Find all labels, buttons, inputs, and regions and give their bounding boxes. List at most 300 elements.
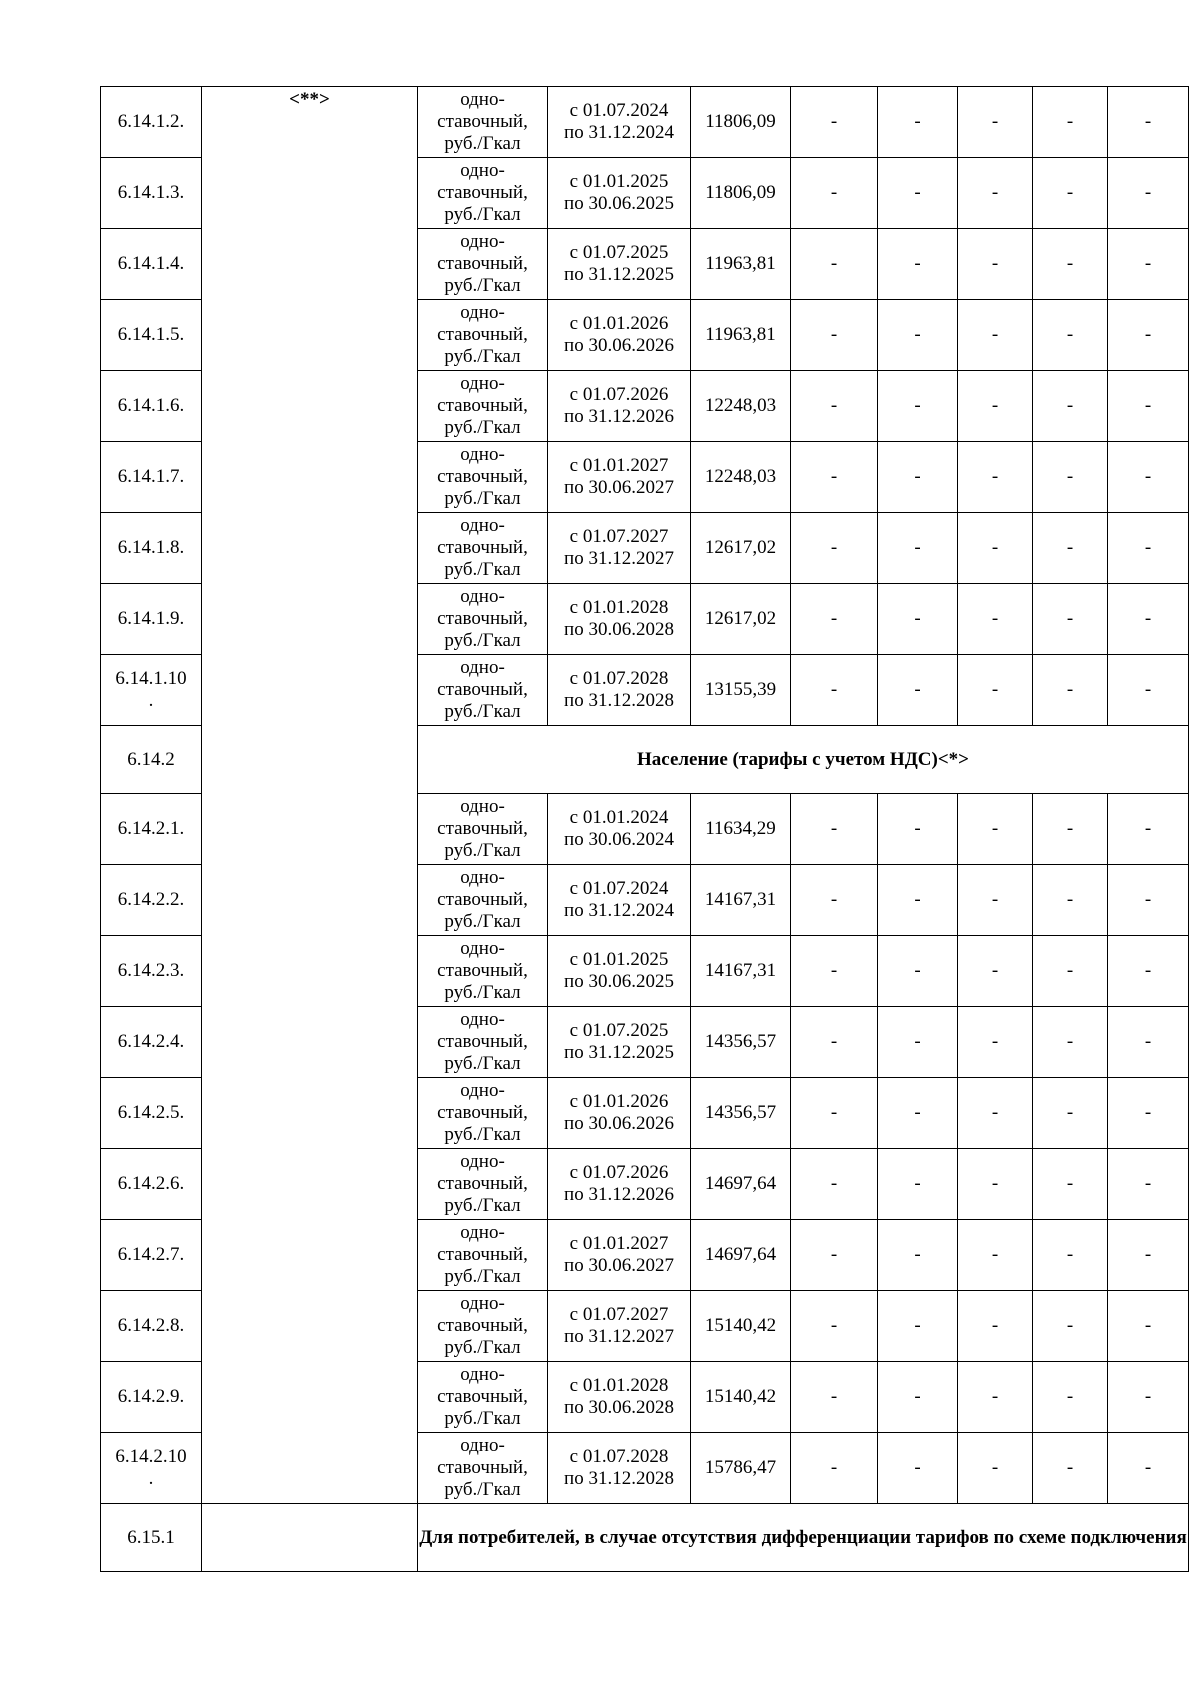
section-number: 6.14.2 (127, 748, 175, 770)
tariff-type-line: ставочный, (437, 608, 528, 629)
dash-value: - (830, 1457, 838, 1478)
period-to: по 30.06.2028 (564, 1397, 674, 1418)
period-cell (548, 936, 691, 1007)
dash-value: - (914, 960, 921, 981)
tariff-value-cell (691, 158, 791, 229)
dash-value: - (830, 1386, 838, 1407)
tariff-type-line: одно- (460, 373, 505, 394)
dash-cell (1108, 87, 1189, 158)
dash-cell (878, 1220, 958, 1291)
period-to: по 30.06.2027 (564, 477, 674, 498)
tariff-value: 14167,31 (704, 889, 777, 910)
dash-cell (958, 584, 1033, 655)
dash-cell (1108, 300, 1189, 371)
dash-cell (1033, 584, 1108, 655)
dash-value: - (991, 818, 999, 839)
tariff-type-line: одно- (460, 444, 505, 465)
dash-cell (1108, 1149, 1189, 1220)
tariff-type-line: одно- (460, 302, 505, 323)
dash-value: - (1066, 537, 1074, 558)
dash-value: - (914, 608, 921, 629)
dash-value: - (1144, 960, 1152, 981)
tariff-type-line: одно- (460, 657, 505, 678)
dash-cell (878, 158, 958, 229)
dash-cell (791, 442, 878, 513)
row-number-cell (101, 794, 202, 865)
dash-cell (1108, 1291, 1189, 1362)
dash-value: - (914, 466, 921, 487)
dash-cell (1108, 1362, 1189, 1433)
dash-value: - (914, 182, 921, 203)
period-cell (548, 229, 691, 300)
tariff-value: 11634,29 (705, 818, 776, 839)
period-to: по 30.06.2027 (564, 1255, 674, 1276)
period-from: с 01.07.2028 (569, 668, 669, 689)
period-cell (548, 1078, 691, 1149)
dash-cell (791, 158, 878, 229)
row-number-cell (101, 371, 202, 442)
dash-cell (958, 1433, 1033, 1504)
tariff-type-line: одно- (460, 586, 505, 607)
dash-value: - (914, 1457, 921, 1478)
period-cell (548, 865, 691, 936)
dash-cell (1108, 584, 1189, 655)
dash-value: - (1144, 253, 1152, 274)
row-number: 6.14.1.9. (117, 608, 185, 629)
row-number-cell (101, 584, 202, 655)
period-cell (548, 300, 691, 371)
dash-value: - (1066, 818, 1074, 839)
dash-value: - (914, 1031, 921, 1052)
dash-value: - (991, 960, 999, 981)
tariff-type-line: одно- (460, 1222, 505, 1243)
dash-cell (791, 1078, 878, 1149)
tariff-value-cell (691, 1291, 791, 1362)
tariff-value: 14697,64 (704, 1173, 777, 1194)
dash-value: - (830, 395, 838, 416)
tariff-type-line: ставочный, (437, 1315, 528, 1336)
period-cell (548, 158, 691, 229)
row-number: 6.14.1.5. (117, 324, 185, 345)
period-from: с 01.01.2026 (569, 1091, 669, 1112)
dash-value: - (991, 111, 999, 132)
dash-cell (958, 300, 1033, 371)
tariff-type-line: руб./Гкал (444, 840, 521, 861)
dash-value: - (830, 608, 838, 629)
dash-value: - (991, 395, 999, 416)
tariff-type-line: руб./Гкал (444, 559, 521, 580)
dash-cell (878, 1007, 958, 1078)
tariff-value-cell (691, 300, 791, 371)
dash-value: - (991, 182, 999, 203)
dash-cell (791, 655, 878, 726)
dash-value: - (914, 395, 921, 416)
dash-cell (958, 1220, 1033, 1291)
tariff-type-line: одно- (460, 938, 505, 959)
dash-cell (1033, 1007, 1108, 1078)
dash-value: - (914, 253, 921, 274)
row-number: 6.14.2.10 (115, 1446, 187, 1467)
dash-value: - (1066, 960, 1074, 981)
tariff-type-line: руб./Гкал (444, 1053, 521, 1074)
dash-value: - (1144, 679, 1152, 700)
row-number-cont: . (148, 1468, 154, 1489)
tariff-value: 11963,81 (705, 324, 776, 345)
dash-value: - (914, 324, 921, 345)
section-number: 6.15.1 (127, 1526, 175, 1548)
period-to: по 31.12.2024 (564, 122, 674, 143)
dash-value: - (830, 1031, 838, 1052)
dash-value: - (1066, 395, 1074, 416)
dash-value: - (914, 1244, 921, 1265)
period-cell (548, 794, 691, 865)
tariff-value-cell (691, 87, 791, 158)
tariff-type-line: одно- (460, 1151, 505, 1172)
tariff-type-line: руб./Гкал (444, 488, 521, 509)
tariff-type-line: ставочный, (437, 182, 528, 203)
dash-cell (958, 1291, 1033, 1362)
dash-cell (1108, 158, 1189, 229)
tariff-type-line: ставочный, (437, 818, 528, 839)
period-to: по 30.06.2024 (564, 829, 674, 850)
row-number: 6.14.1.2. (117, 111, 185, 132)
row-number: 6.14.2.4. (117, 1031, 185, 1052)
row-number: 6.14.2.6. (117, 1173, 185, 1194)
tariff-type-line: руб./Гкал (444, 701, 521, 722)
tariff-value-cell (691, 229, 791, 300)
tariff-type-line: одно- (460, 1293, 505, 1314)
row-number: 6.14.1.10 (115, 668, 187, 689)
row-number-cell (101, 87, 202, 158)
dash-value: - (1066, 608, 1074, 629)
dash-value: - (1144, 182, 1152, 203)
period-cell (548, 371, 691, 442)
tariff-value-cell (691, 584, 791, 655)
row-number: 6.14.2.7. (117, 1244, 185, 1265)
dash-cell (958, 371, 1033, 442)
tariff-value: 15786,47 (704, 1457, 777, 1478)
row-number-cell (101, 442, 202, 513)
dash-value: - (1144, 537, 1152, 558)
period-cell (548, 87, 691, 158)
dash-value: - (991, 889, 999, 910)
dash-value: - (830, 111, 838, 132)
tariff-type-line: одно- (460, 867, 505, 888)
row-number-cell (101, 936, 202, 1007)
tariff-type-line: руб./Гкал (444, 417, 521, 438)
period-from: с 01.01.2028 (569, 597, 669, 618)
tariff-value: 11806,09 (705, 111, 776, 132)
period-cell (548, 1220, 691, 1291)
dash-cell (958, 513, 1033, 584)
row-number: 6.14.2.3. (117, 960, 185, 981)
tariff-type-cell (418, 1220, 548, 1291)
dash-cell (1033, 229, 1108, 300)
tariff-value: 11806,09 (705, 182, 776, 203)
tariff-type-cell (418, 158, 548, 229)
tariff-type-line: ставочный, (437, 1244, 528, 1265)
period-to: по 31.12.2024 (564, 900, 674, 921)
period-cell (548, 513, 691, 584)
tariff-value-cell (691, 1220, 791, 1291)
period-from: с 01.07.2024 (569, 100, 669, 121)
dash-cell (958, 442, 1033, 513)
period-to: по 31.12.2026 (564, 1184, 674, 1205)
dash-value: - (830, 324, 838, 345)
dash-cell (1108, 936, 1189, 1007)
dash-value: - (991, 324, 999, 345)
row-number-cell (101, 655, 202, 726)
dash-cell (1033, 442, 1108, 513)
dash-value: - (991, 1173, 999, 1194)
dash-cell (1108, 513, 1189, 584)
dash-value: - (991, 466, 999, 487)
tariff-type-line: ставочный, (437, 253, 528, 274)
dash-value: - (1144, 1315, 1152, 1336)
period-to: по 31.12.2025 (564, 1042, 674, 1063)
tariff-type-line: одно- (460, 160, 505, 181)
period-to: по 31.12.2027 (564, 1326, 674, 1347)
dash-value: - (991, 253, 999, 274)
tariff-value-cell (691, 865, 791, 936)
period-cell (548, 584, 691, 655)
dash-cell (1033, 1078, 1108, 1149)
period-cell (548, 1362, 691, 1433)
dash-cell (1033, 865, 1108, 936)
tariff-value-cell (691, 1149, 791, 1220)
tariff-value: 15140,42 (704, 1315, 777, 1336)
organization-note: <**> (289, 89, 330, 110)
tariff-type-line: ставочный, (437, 537, 528, 558)
dash-value: - (830, 818, 838, 839)
dash-value: - (1144, 1244, 1152, 1265)
tariff-type-cell (418, 794, 548, 865)
period-cell (548, 1007, 691, 1078)
period-to: по 30.06.2026 (564, 335, 674, 356)
dash-value: - (914, 1315, 921, 1336)
tariff-value-cell (691, 1007, 791, 1078)
period-from: с 01.07.2025 (569, 1020, 669, 1041)
dash-cell (878, 87, 958, 158)
row-number: 6.14.1.4. (117, 253, 185, 274)
dash-cell (791, 1433, 878, 1504)
dash-cell (878, 300, 958, 371)
period-to: по 31.12.2025 (564, 264, 674, 285)
dash-value: - (991, 1457, 999, 1478)
organization-cell (202, 1504, 418, 1572)
dash-cell (1108, 1433, 1189, 1504)
dash-cell (958, 1078, 1033, 1149)
row-number-cell (101, 1149, 202, 1220)
tariff-type-line: ставочный, (437, 1102, 528, 1123)
period-cell (548, 1149, 691, 1220)
dash-cell (958, 1007, 1033, 1078)
dash-cell (958, 936, 1033, 1007)
dash-cell (958, 1362, 1033, 1433)
tariff-type-cell (418, 442, 548, 513)
period-cell (548, 1291, 691, 1362)
row-number: 6.14.2.2. (117, 889, 185, 910)
section-number-cell (101, 726, 202, 794)
dash-cell (878, 513, 958, 584)
tariff-value: 11963,81 (705, 253, 776, 274)
dash-cell (791, 584, 878, 655)
row-number: 6.14.1.7. (117, 466, 185, 487)
section-title-cell (418, 1504, 1189, 1572)
period-from: с 01.01.2025 (569, 171, 669, 192)
row-number: 6.14.1.3. (117, 182, 185, 203)
row-number: 6.14.1.6. (117, 395, 185, 416)
tariff-type-line: руб./Гкал (444, 1124, 521, 1145)
tariff-table (100, 86, 1189, 1572)
dash-value: - (991, 1244, 999, 1265)
dash-cell (1033, 371, 1108, 442)
tariff-type-line: ставочный, (437, 466, 528, 487)
dash-cell (1108, 229, 1189, 300)
period-to: по 31.12.2027 (564, 548, 674, 569)
row-number-cell (101, 300, 202, 371)
tariff-value: 15140,42 (704, 1386, 777, 1407)
dash-cell (1033, 794, 1108, 865)
dash-cell (1108, 371, 1189, 442)
tariff-type-cell (418, 1078, 548, 1149)
row-number-cell (101, 1007, 202, 1078)
dash-cell (1033, 300, 1108, 371)
tariff-type-line: одно- (460, 796, 505, 817)
row-number: 6.14.2.5. (117, 1102, 185, 1123)
dash-value: - (914, 111, 921, 132)
tariff-type-cell (418, 865, 548, 936)
dash-value: - (1066, 679, 1074, 700)
tariff-type-line: руб./Гкал (444, 630, 521, 651)
dash-value: - (1066, 889, 1074, 910)
period-to: по 31.12.2028 (564, 1468, 674, 1489)
dash-value: - (1144, 1386, 1152, 1407)
tariff-type-line: руб./Гкал (444, 275, 521, 296)
tariff-value-cell (691, 513, 791, 584)
tariff-value-cell (691, 1433, 791, 1504)
period-from: с 01.07.2025 (569, 242, 669, 263)
tariff-type-line: руб./Гкал (444, 204, 521, 225)
tariff-type-line: ставочный, (437, 1457, 528, 1478)
period-from: с 01.07.2027 (569, 1304, 669, 1325)
row-number-cell (101, 513, 202, 584)
tariff-type-cell (418, 1433, 548, 1504)
tariff-type-line: одно- (460, 1435, 505, 1456)
dash-cell (878, 794, 958, 865)
tariff-type-line: одно- (460, 515, 505, 536)
dash-value: - (830, 1315, 838, 1336)
tariff-type-line: руб./Гкал (444, 1408, 521, 1429)
dash-value: - (914, 1173, 921, 1194)
dash-value: - (1066, 182, 1074, 203)
tariff-value: 14356,57 (704, 1031, 777, 1052)
dash-cell (878, 1149, 958, 1220)
row-number: 6.14.2.8. (117, 1315, 185, 1336)
tariff-value-cell (691, 936, 791, 1007)
dash-cell (791, 1220, 878, 1291)
dash-cell (1033, 513, 1108, 584)
tariff-type-cell (418, 229, 548, 300)
dash-cell (878, 1078, 958, 1149)
dash-cell (878, 584, 958, 655)
tariff-type-line: руб./Гкал (444, 1266, 521, 1287)
dash-cell (1108, 655, 1189, 726)
tariff-type-line: одно- (460, 89, 505, 110)
tariff-type-line: ставочный, (437, 1386, 528, 1407)
dash-cell (1108, 794, 1189, 865)
dash-value: - (1066, 1102, 1074, 1123)
dash-cell (791, 300, 878, 371)
tariff-type-line: одно- (460, 1009, 505, 1030)
dash-cell (1108, 442, 1189, 513)
dash-cell (878, 1433, 958, 1504)
tariff-value-cell (691, 794, 791, 865)
tariff-type-line: руб./Гкал (444, 1195, 521, 1216)
tariff-type-line: ставочный, (437, 679, 528, 700)
dash-cell (791, 1362, 878, 1433)
tariff-type-line: руб./Гкал (444, 1479, 521, 1500)
dash-cell (958, 87, 1033, 158)
dash-value: - (1066, 1031, 1074, 1052)
dash-value: - (914, 679, 921, 700)
section-number-cell (101, 1504, 202, 1572)
dash-value: - (1066, 466, 1074, 487)
tariff-type-line: руб./Гкал (444, 346, 521, 367)
dash-value: - (1144, 466, 1152, 487)
dash-value: - (1144, 395, 1152, 416)
tariff-type-cell (418, 300, 548, 371)
dash-value: - (991, 1315, 999, 1336)
period-to: по 31.12.2026 (564, 406, 674, 427)
tariff-type-cell (418, 1007, 548, 1078)
dash-value: - (991, 679, 999, 700)
tariff-type-cell (418, 655, 548, 726)
dash-cell (878, 229, 958, 300)
tariff-type-line: ставочный, (437, 889, 528, 910)
dash-value: - (1066, 1244, 1074, 1265)
dash-cell (791, 936, 878, 1007)
dash-value: - (830, 253, 838, 274)
tariff-value: 14167,31 (704, 960, 777, 981)
dash-cell (791, 513, 878, 584)
period-to: по 30.06.2025 (564, 971, 674, 992)
tariff-type-line: руб./Гкал (444, 982, 521, 1003)
dash-cell (1033, 936, 1108, 1007)
section-title: Для потребителей, в случае отсутствия дифференциации тарифов по схеме подключения (419, 1527, 1187, 1548)
dash-value: - (830, 679, 838, 700)
dash-cell (878, 442, 958, 513)
period-from: с 01.07.2026 (569, 1162, 669, 1183)
dash-cell (791, 371, 878, 442)
dash-cell (958, 794, 1033, 865)
period-from: с 01.01.2026 (569, 313, 669, 334)
dash-value: - (1144, 889, 1152, 910)
dash-value: - (830, 537, 838, 558)
tariff-value: 14356,57 (704, 1102, 777, 1123)
row-number: 6.14.2.1. (117, 818, 185, 839)
period-from: с 01.07.2028 (569, 1446, 669, 1467)
period-to: по 30.06.2026 (564, 1113, 674, 1134)
dash-value: - (991, 1031, 999, 1052)
dash-cell (791, 229, 878, 300)
organization-cell (202, 87, 418, 1504)
period-cell (548, 1433, 691, 1504)
dash-cell (878, 371, 958, 442)
dash-cell (791, 87, 878, 158)
dash-value: - (1066, 253, 1074, 274)
dash-value: - (1144, 608, 1152, 629)
